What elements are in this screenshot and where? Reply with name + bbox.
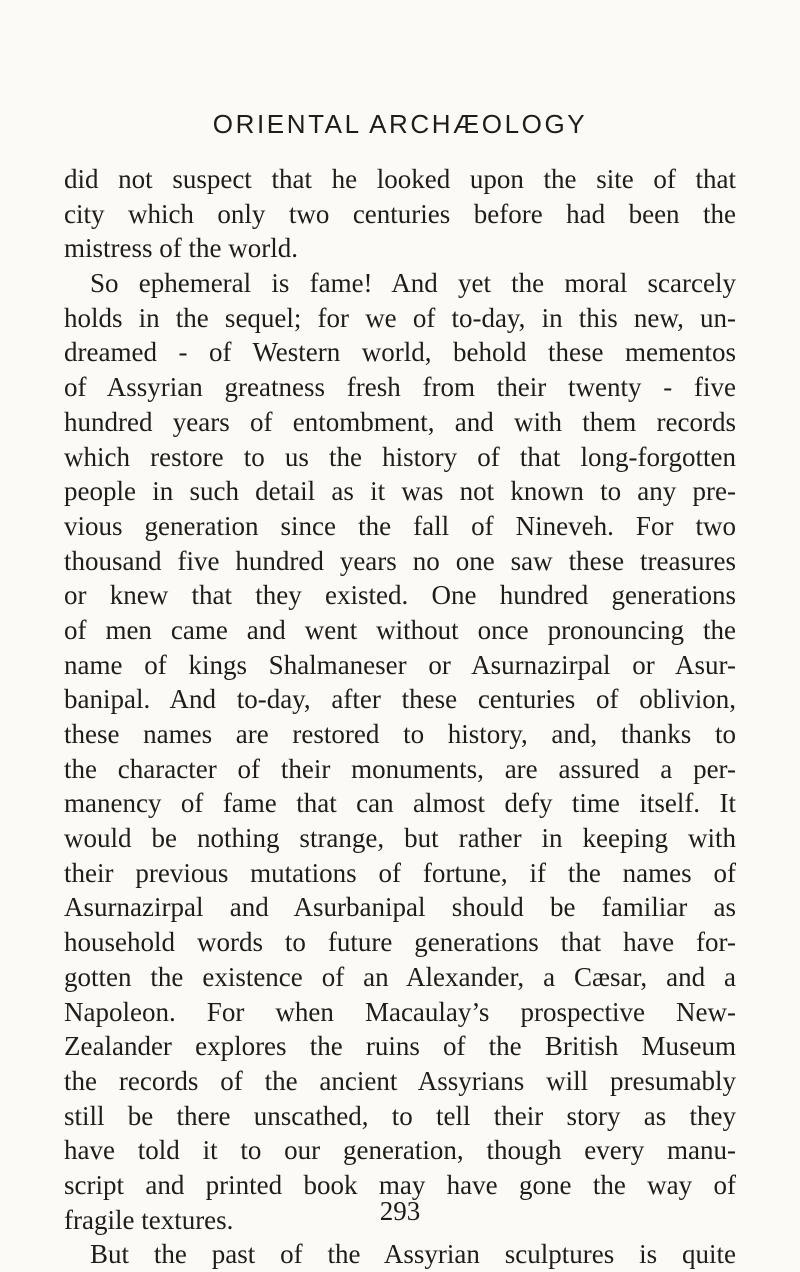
text-line: banipal. And to-day, after these centuries of oblivion, [64, 684, 736, 715]
text-line: would be nothing strange, but rather in keeping with [64, 823, 736, 854]
text-line: did not suspect that he looked upon the site of that [64, 164, 736, 194]
text-line: or knew that they existed. One hundred generations [64, 580, 736, 611]
text-line: script and printed book may have gone the way of [64, 1169, 736, 1200]
text-line: of men came and went without once pronouncing the [64, 614, 736, 645]
text-line: manency of fame that can almost defy time itself. It [64, 788, 736, 819]
text-line: the records of the ancient Assyrians will presumably [64, 1065, 736, 1096]
text-line: these names are restored to history, and, thanks to [64, 719, 736, 749]
text-line: thousand five hundred years no one saw these treasures [64, 545, 736, 576]
text-line: people in such detail as it was not known to any pre- [64, 476, 736, 507]
text-line: vious generation since the fall of Nineveh. For two [64, 510, 736, 541]
text-line: still be there unscathed, to tell their story as they [64, 1100, 736, 1131]
page-number: 293 [379, 1196, 421, 1226]
text-line: name of kings Shalmaneser or Asurnazirpal or Asur- [64, 649, 736, 680]
text-line: household words to future generations that have for- [64, 927, 736, 958]
text-line: But the past of the Assyrian sculptures is quite [90, 1239, 736, 1270]
text-line: have told it to our generation, though every manu- [64, 1135, 736, 1166]
text-line: mistress of the world. [64, 233, 298, 264]
body-text [64, 162, 736, 1272]
text-line: fragile textures. [64, 1204, 234, 1235]
text-line: which restore to us the history of that long-forgotten [64, 441, 736, 472]
text-line: holds in the sequel; for we of to-day, in this new, un- [64, 302, 736, 333]
text-line: gotten the existence of an Alexander, a Cæsar, and a [64, 961, 736, 992]
text-line: Asurnazirpal and Asurbanipal should be familiar as [64, 892, 736, 923]
text-line: dreamed - of Western world, behold these mementos [64, 337, 736, 368]
running-head: ORIENTAL ARCHÆOLOGY [212, 109, 588, 139]
text-line: Napoleon. For when Macaulay’s prospective New- [64, 996, 736, 1027]
text-line: their previous mutations of fortune, if the names of [64, 857, 736, 888]
text-line: city which only two centuries before had been the [64, 198, 736, 229]
text-line: Zealander explores the ruins of the British Museum [64, 1031, 736, 1062]
text-line: the character of their monuments, are assured a per- [64, 753, 736, 784]
text-line: hundred years of entombment, and with them records [64, 406, 736, 437]
text-line: So ephemeral is fame! And yet the moral scarcely [90, 268, 736, 299]
text-line: of Assyrian greatness fresh from their twenty - five [64, 372, 736, 403]
